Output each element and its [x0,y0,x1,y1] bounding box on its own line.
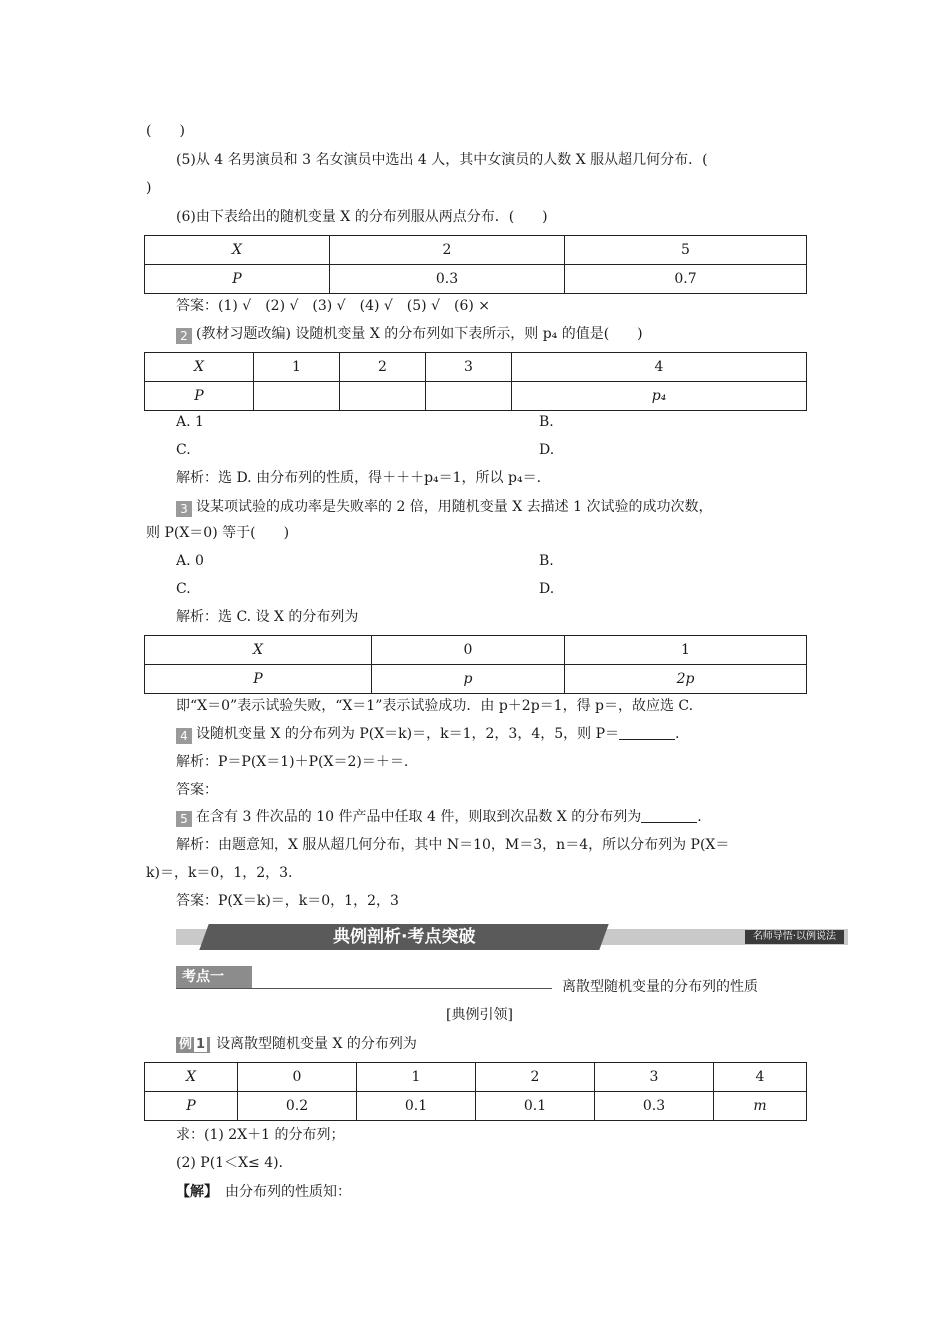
table-cell: X [145,236,330,265]
section-banner [176,924,848,950]
table-cell: 4 [714,1063,807,1092]
text-line: . [697,809,702,825]
question-3-cont: 则 P(X＝0) 等于( ) [146,525,290,541]
kaodian-badge: 考点一 [176,966,252,988]
answer-blank [641,808,697,823]
option-b: B. [539,414,554,430]
solution-line: k)＝，k＝0，1，2，3. [146,865,293,881]
table-cell: 1 [254,353,340,382]
table-cell: P [145,265,330,294]
answer-line: 答案：P(X＝k)＝，k＝0，1，2，3 [176,893,399,909]
table-cell: 2 [330,236,565,265]
option-d: D. [539,442,555,458]
table-distribution-q3 [144,635,807,694]
option-b: B. [539,553,554,569]
table-cell: 1 [565,636,807,665]
table-cell: 0.3 [330,265,565,294]
question-text: (教材习题改编) 设随机变量 X 的分布列如下表所示，则 p₄ 的值是( ) [196,326,643,342]
question-3 [176,497,712,517]
example-label: 例 [179,1037,193,1052]
table-cell [254,382,340,411]
answer-line: 答案：(1) √ (2) √ (3) √ (4) √ (5) √ (6) × [176,298,491,314]
banner-title-text: 典例剖析·考点突破 [332,927,476,947]
table-cell: 0 [238,1063,357,1092]
table-cell [426,382,512,411]
question-number-badge: 2 [176,328,192,344]
text-line: ( ) [146,123,185,139]
answer-line: 答案： [176,782,218,798]
table-cell: 0.3 [595,1092,714,1121]
example-badge [176,1037,210,1053]
option-d: D. [539,581,555,597]
divider [176,988,552,989]
option-c: C. [176,581,191,597]
solution-text: 由分布列的性质知： [225,1184,351,1200]
table-cell: 4 [512,353,807,382]
solution-line: 解析：选 D. 由分布列的性质，得＋＋＋p₄＝1，所以 p₄＝. [176,470,542,486]
option-c: C. [176,442,191,458]
question-2 [176,324,643,344]
text-line: ) [146,180,152,196]
table-cell: 3 [426,353,512,382]
example-text: 设离散型随机变量 X 的分布列为 [216,1036,417,1052]
question-5: (5)从 4 名男演员和 3 名女演员中选出 4 人，其中女演员的人数 X 服从超几何分布．( [176,152,708,168]
solution-line: 解析：由题意知，X 服从超几何分布，其中 N＝10，M＝3，n＝4，所以分布列为 P(X＝ [176,837,730,853]
solution-line [176,1182,351,1202]
question-line: (2) P(1＜X≤ 4)． [176,1155,293,1171]
question-5b [176,807,702,827]
solution-line: 解析：选 C. 设 X 的分布列为 [176,609,359,625]
example-number: 1 [196,1037,206,1052]
solution-label: 【解】 [176,1184,211,1200]
table-cell: P [145,382,254,411]
table-cell: 2p [565,665,807,694]
table-cell: 0.7 [565,265,807,294]
text-line: . [675,726,680,742]
question-4 [176,724,679,744]
option-a: A. 0 [176,553,204,569]
solution-line: 即“X＝0”表示试验失败，“X＝1”表示试验成功．由 p＋2p＝1，得 p＝，故应选 C. [176,698,694,714]
answer-blank [619,725,675,740]
table-cell: 0.2 [238,1092,357,1121]
solution-line: 解析：P＝P(X＝1)＋P(X＝2)＝＋＝. [176,754,409,770]
question-text: 在含有 3 件次品的 10 件产品中任取 4 件，则取到次品数 X 的分布列为 [196,809,642,825]
table-distribution-q2 [144,352,807,411]
table-cell [340,382,426,411]
table-cell: 0.1 [476,1092,595,1121]
table-cell: p [372,665,565,694]
table-cell: X [145,1063,238,1092]
table-cell: 0 [372,636,565,665]
banner-subtitle: 名师导悟·以例说法 [745,930,844,944]
question-text: 设某项试验的成功率是失败率的 2 倍，用随机变量 X 去描述 1 次试验的成功次数， [196,499,713,515]
table-cell: 5 [565,236,807,265]
option-a: A. 1 [176,414,204,430]
table-cell: P [145,1092,238,1121]
question-line: 求：(1) 2X＋1 的分布列； [176,1127,345,1143]
table-distribution-ex1 [144,1062,807,1121]
question-number-badge: 5 [176,811,192,827]
table-cell: 0.1 [357,1092,476,1121]
table-cell: 2 [340,353,426,382]
question-number-badge: 4 [176,728,192,744]
table-cell: X [145,636,372,665]
table-cell: p₄ [512,382,807,411]
question-text: 设随机变量 X 的分布列为 P(X＝k)＝，k＝1，2，3，4，5，则 P＝ [196,726,619,742]
section-subtitle: [典例引领] [446,1007,513,1023]
topic-title: 离散型随机变量的分布列的性质 [562,979,758,995]
question-number-badge: 3 [176,501,192,517]
banner-title [199,924,608,950]
table-cell: 2 [476,1063,595,1092]
table-cell: P [145,665,372,694]
table-cell: 3 [595,1063,714,1092]
table-cell: 1 [357,1063,476,1092]
table-cell: m [714,1092,807,1121]
question-6: (6)由下表给出的随机变量 X 的分布列服从两点分布．( ) [176,209,548,225]
table-cell: X [145,353,254,382]
example-1 [176,1034,417,1054]
table-two-point [144,235,807,294]
